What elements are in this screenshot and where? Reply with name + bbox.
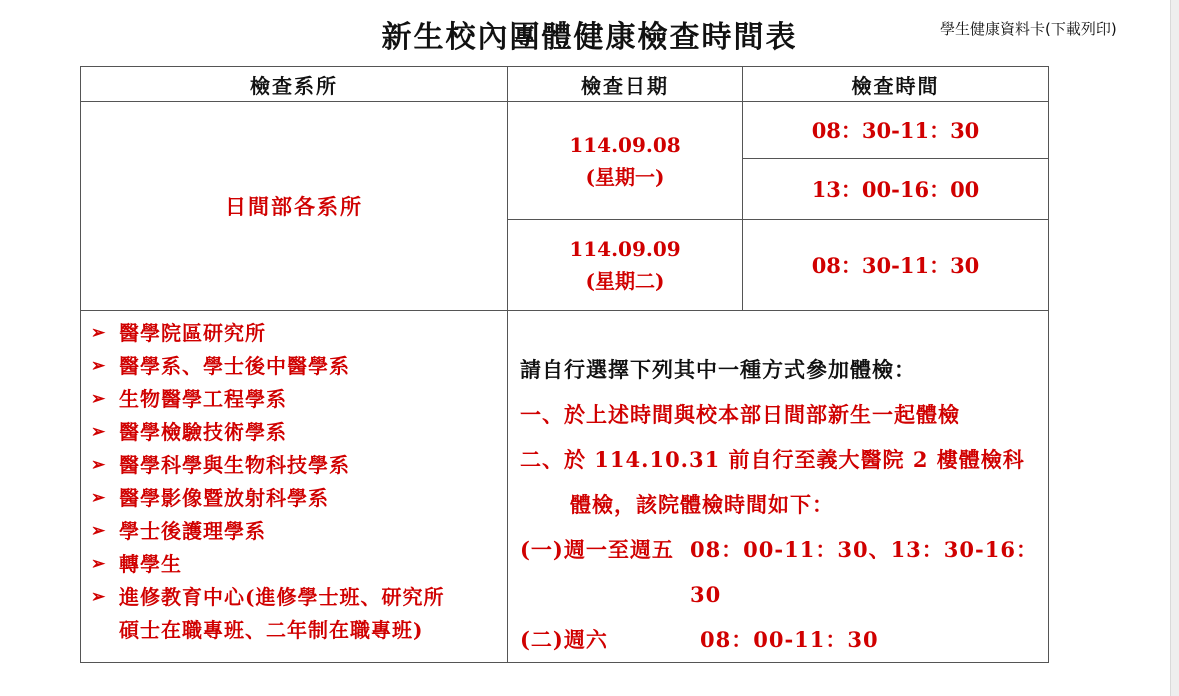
exam-schedule-table (80, 66, 1049, 663)
column-header-department: 檢查系所 (81, 67, 508, 102)
option-two: 二、於 114.10.31 前自行至義大醫院 2 樓體檢科 (520, 447, 1025, 472)
option-two-continuation: 體檢，該院體檢時間如下： (570, 492, 834, 517)
hours-time: 08：00-11：30、13：30-16：30 (689, 537, 1038, 607)
table-row (81, 311, 1049, 663)
hours-label: (一)週一至週五 (520, 537, 674, 562)
date-value: 114.09.09 (569, 237, 681, 261)
column-header-date: 檢查日期 (508, 67, 743, 102)
list-item: ➢ 進修教育中心(進修學士班、研究所 (91, 581, 507, 614)
hours-time: 08：00-11：30 (700, 627, 879, 652)
arrow-bullet-icon: ➢ (91, 455, 107, 475)
arrow-bullet-icon: ➢ (91, 422, 107, 442)
option-one: 一、於上述時間與校本部日間部新生一起體檢 (520, 402, 960, 427)
date-cell-1 (508, 102, 743, 220)
list-item: ➢ 醫學影像暨放射科學系 (91, 482, 507, 515)
list-item: ➢ 學士後護理學系 (91, 515, 507, 548)
exam-options-cell (508, 311, 1049, 663)
arrow-bullet-icon: ➢ (91, 554, 107, 574)
time-slot: 13：00-16：00 (743, 159, 1049, 220)
list-item: ➢ 醫學檢驗技術學系 (91, 416, 507, 449)
time-slot: 08：30-11：30 (743, 220, 1049, 311)
arrow-bullet-icon: ➢ (91, 521, 107, 541)
download-health-card-link[interactable]: 學生健康資料卡(下載列印) (940, 20, 1117, 38)
column-header-time: 檢查時間 (743, 67, 1049, 102)
arrow-bullet-icon: ➢ (91, 323, 107, 343)
arrow-bullet-icon: ➢ (91, 389, 107, 409)
arrow-bullet-icon: ➢ (91, 488, 107, 508)
date-cell-2 (508, 220, 743, 311)
list-item-continuation: 碩士在職專班、二年制在職專班) (119, 618, 424, 642)
other-departments-cell (81, 311, 508, 663)
hospital-hours-saturday (520, 617, 1048, 662)
page-shadow (1171, 0, 1179, 696)
arrow-bullet-icon: ➢ (91, 587, 107, 607)
list-item: ➢ 生物醫學工程學系 (91, 383, 507, 416)
day-division-label: 日間部各系所 (225, 194, 363, 219)
hospital-hours-weekday (520, 527, 1048, 617)
arrow-bullet-icon: ➢ (91, 356, 107, 376)
date-value: 114.09.08 (569, 132, 681, 157)
page-title: 新生校內團體健康檢查時間表 (381, 20, 798, 55)
list-item: ➢ 醫學院區研究所 (91, 317, 507, 350)
weekday-value: (星期二) (585, 269, 665, 293)
hours-label: (二)週六 (520, 627, 608, 652)
department-list (91, 317, 507, 614)
table-header-row (81, 67, 1049, 102)
options-intro: 請自行選擇下列其中一種方式參加體檢： (520, 357, 916, 382)
list-item: ➢ 醫學系、學士後中醫學系 (91, 350, 507, 383)
time-slot: 08：30-11：30 (743, 102, 1049, 159)
day-division-cell (81, 102, 508, 311)
list-item: ➢ 醫學科學與生物科技學系 (91, 449, 507, 482)
table-row (81, 102, 1049, 159)
list-item: ➢ 轉學生 (91, 548, 507, 581)
weekday-value: (星期一) (585, 164, 665, 189)
